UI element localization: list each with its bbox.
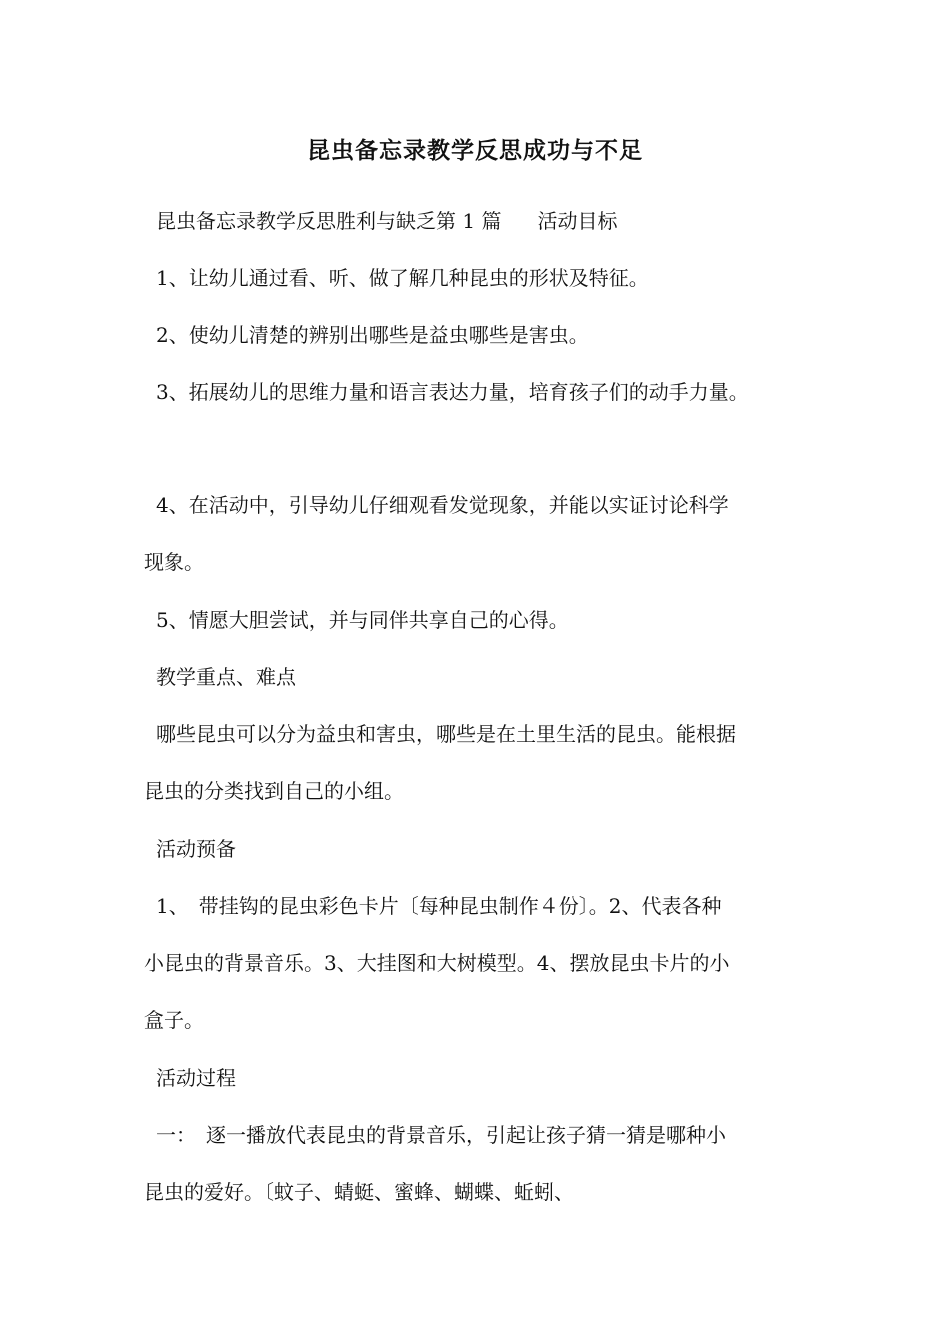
section-heading: 活动目标 bbox=[537, 209, 618, 233]
paragraph-line: 3、拓展幼儿的思维力量和语言表达力量，培育孩子们的动手力量。 bbox=[156, 380, 749, 404]
paragraph-line: 小昆虫的背景音乐。3、大挂图和大树模型。4、摆放昆虫卡片的小 bbox=[144, 951, 730, 975]
subtitle-heading: 昆虫备忘录教学反思胜利与缺乏第 1 篇 bbox=[156, 209, 502, 233]
paragraph-line: 一： 逐一播放代表昆虫的背景音乐，引起让孩子猜一猜是哪种小 bbox=[156, 1123, 726, 1147]
paragraph-line: 1、让幼儿通过看、听、做了解几种昆虫的形状及特征。 bbox=[156, 266, 649, 290]
document-title: 昆虫备忘录教学反思成功与不足 bbox=[307, 137, 643, 164]
paragraph-line: 1、 带挂钩的昆虫彩色卡片〔每种昆虫制作４份〕。2、代表各种 bbox=[156, 894, 722, 918]
paragraph-line: 盒子。 bbox=[144, 1008, 204, 1032]
paragraph-line: 昆虫的分类找到自己的小组。 bbox=[144, 779, 404, 803]
paragraph-line: 哪些昆虫可以分为益虫和害虫，哪些是在土里生活的昆虫。能根据 bbox=[156, 722, 736, 746]
paragraph-line: 现象。 bbox=[144, 550, 204, 574]
paragraph-line: 昆虫的爱好。〔蚊子、蜻蜓、蜜蜂、蝴蝶、蚯蚓、 bbox=[144, 1180, 574, 1204]
section-heading: 活动过程 bbox=[156, 1066, 236, 1090]
paragraph-line: 2、使幼儿清楚的辨别出哪些是益虫哪些是害虫。 bbox=[156, 323, 589, 347]
section-heading: 教学重点、难点 bbox=[156, 665, 296, 689]
subtitle-line bbox=[156, 206, 617, 236]
section-heading: 活动预备 bbox=[156, 837, 236, 861]
paragraph-line: 5、情愿大胆尝试，并与同伴共享自己的心得。 bbox=[156, 608, 569, 632]
paragraph-line: 4、在活动中，引导幼儿仔细观看发觉现象，并能以实证讨论科学 bbox=[156, 493, 729, 517]
